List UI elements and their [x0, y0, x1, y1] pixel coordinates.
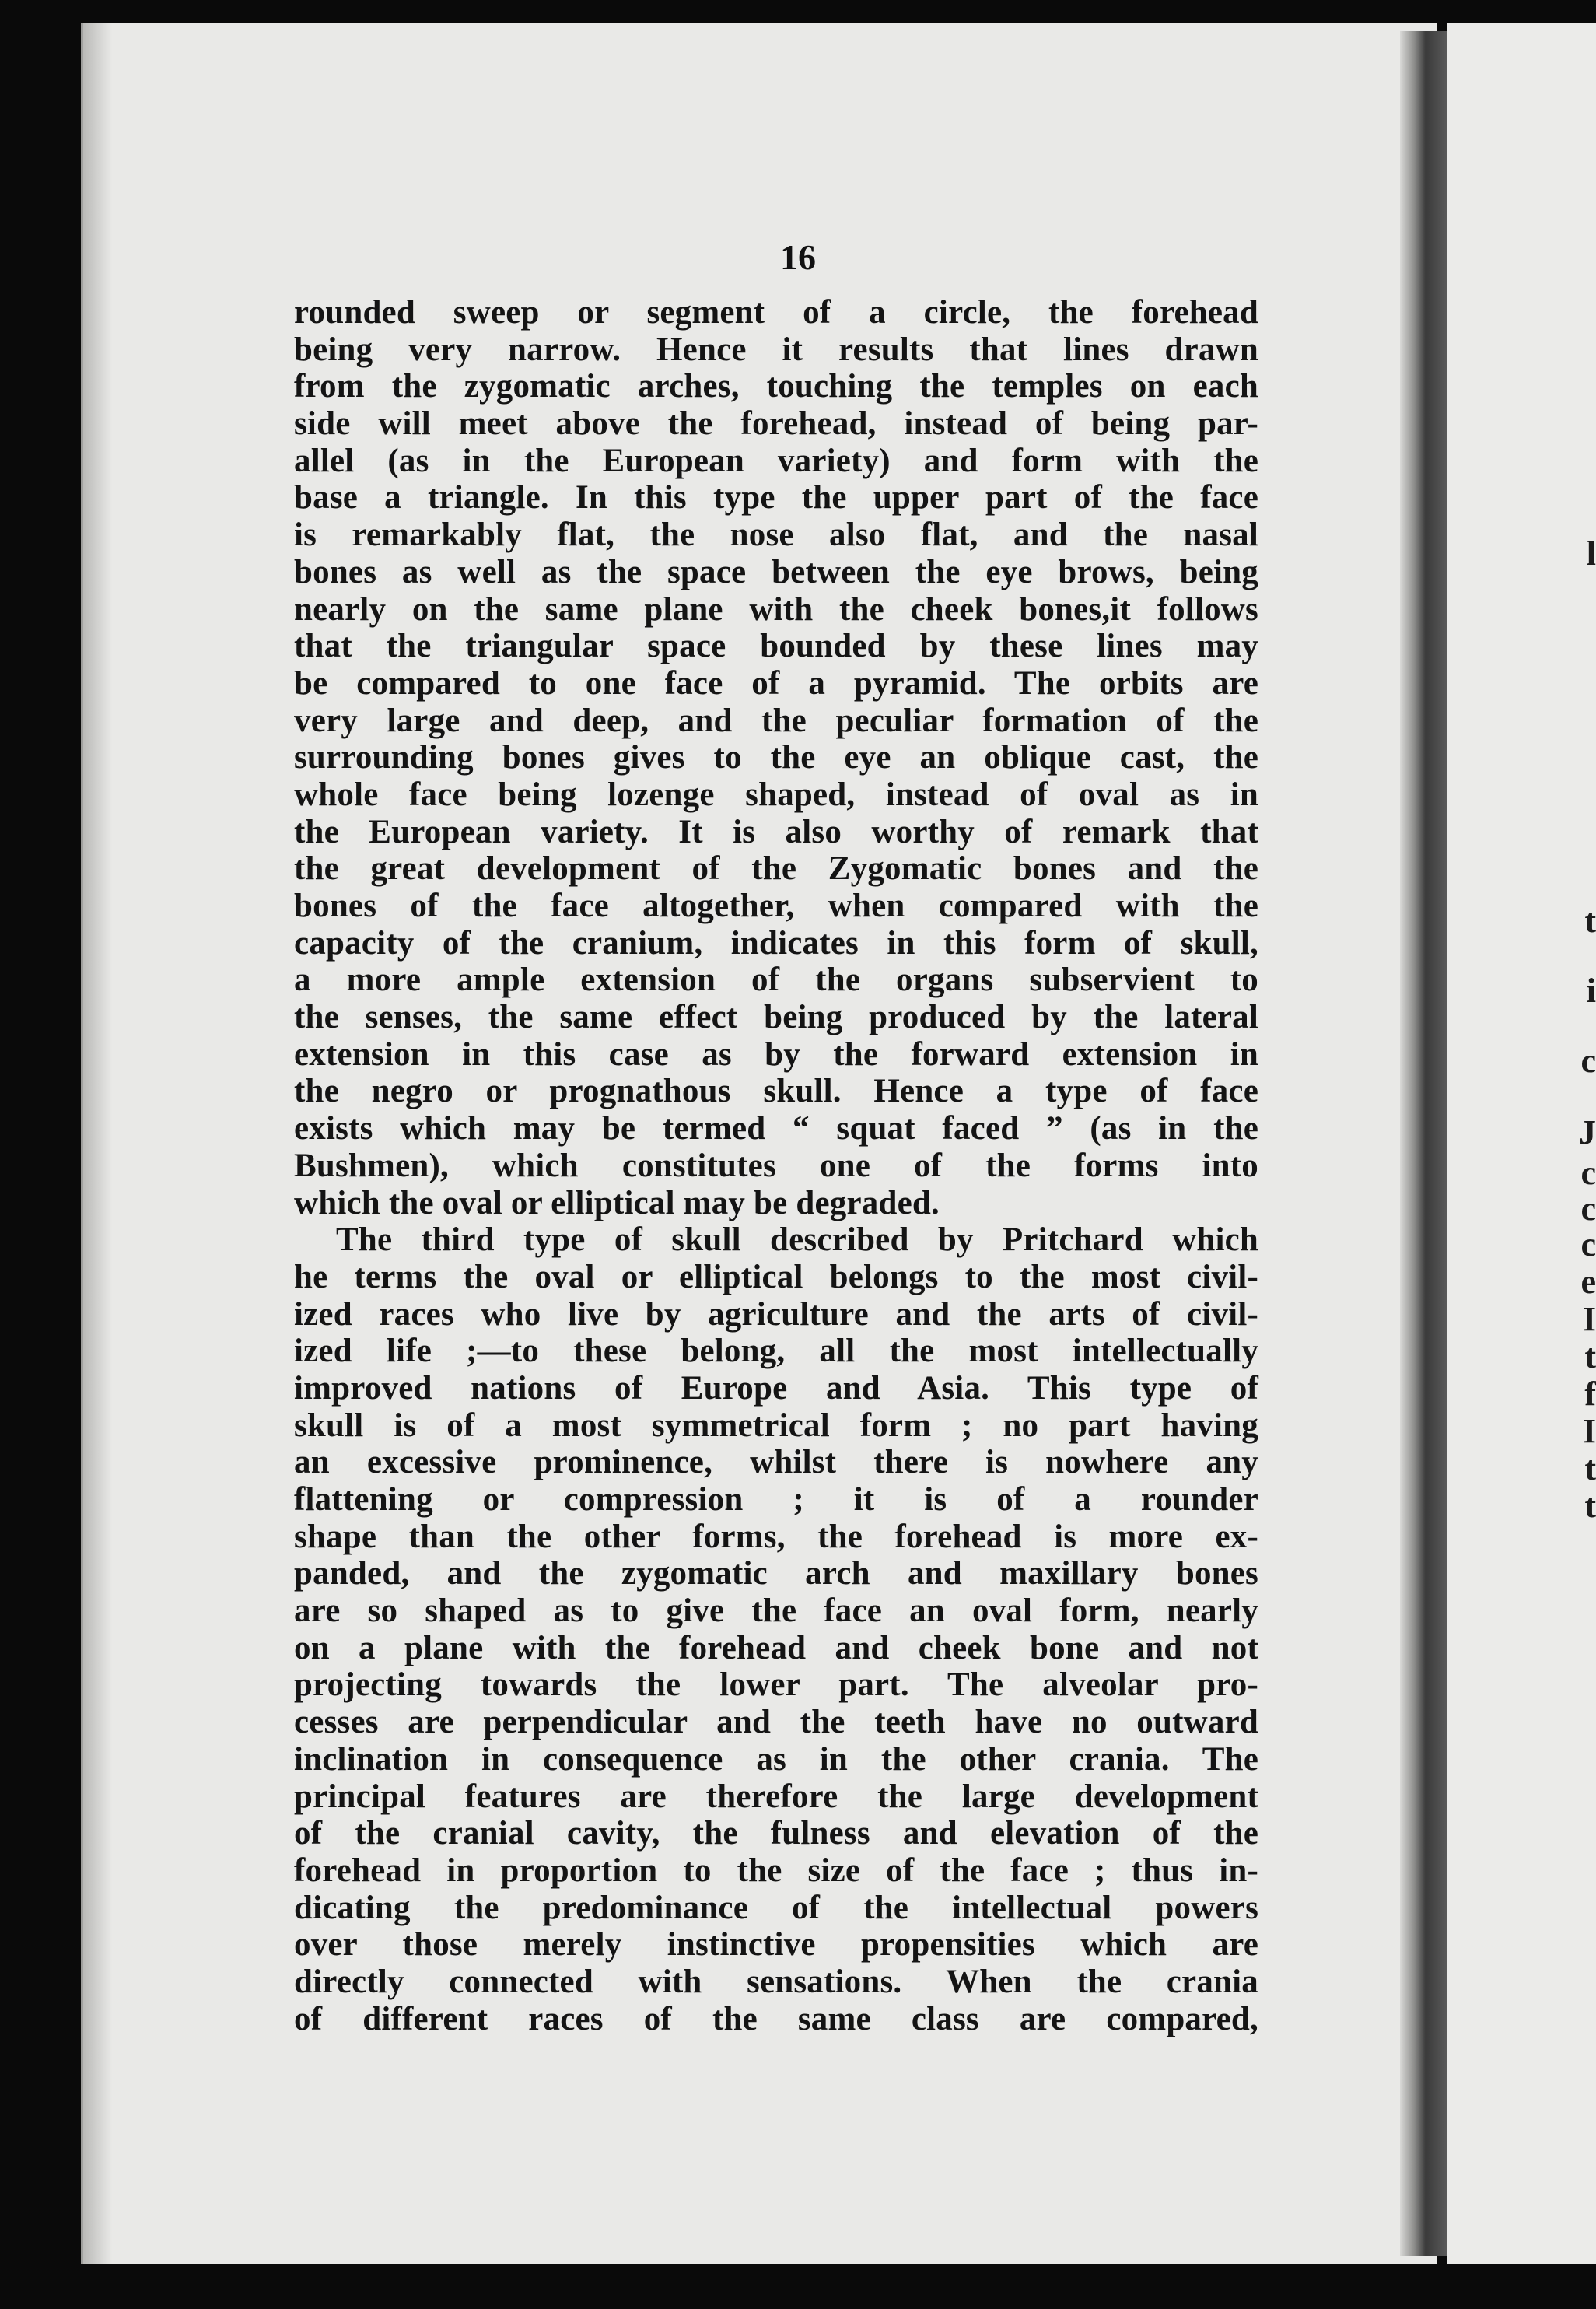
text-line: flattening or compression ; it is of a rounder: [294, 1481, 1258, 1518]
text-line: The third type of skull described by Pritchard which: [336, 1221, 1258, 1259]
page-number: 16: [780, 237, 816, 277]
text-line: be compared to one face of a pyramid. The orbits are: [294, 664, 1258, 702]
text-line: panded, and the zygomatic arch and maxillary bones: [294, 1555, 1258, 1592]
text-line: on a plane with the forehead and cheek bone and not: [294, 1629, 1258, 1666]
text-line: an excessive prominence, whilst there is nowhere any: [294, 1444, 1258, 1481]
text-line: the negro or prognathous skull. Hence a type of face: [294, 1073, 1258, 1110]
facing-letter: J: [1579, 1113, 1596, 1151]
text-line: cesses are perpendicular and the teeth have no outward: [294, 1704, 1258, 1741]
text-line: of different races of the same class are compared,: [294, 2000, 1258, 2037]
facing-letter: l: [1586, 534, 1596, 573]
facing-letter: I: [1582, 1300, 1596, 1338]
text-line: dicating the predominance of the intellectual powers: [294, 1889, 1258, 1926]
text-line: he terms the oval or elliptical belongs to the most civil-: [294, 1258, 1258, 1295]
facing-letter: t: [1584, 1449, 1596, 1487]
text-line: ized races who live by agriculture and the arts of civil-: [294, 1295, 1258, 1333]
text-line: very large and deep, and the peculiar formation of the: [294, 702, 1258, 739]
text-line: rounded sweep or segment of a circle, the forehead: [294, 294, 1258, 331]
text-line: capacity of the cranium, indicates in this form of skull,: [294, 924, 1258, 962]
page-edge-shadow: [81, 23, 112, 2264]
text-line: bones as well as the space between the eye brows, being: [294, 553, 1258, 590]
facing-letter: c: [1580, 1225, 1596, 1263]
text-line: surrounding bones gives to the eye an oblique cast, the: [294, 739, 1258, 776]
facing-letter: t: [1584, 1337, 1596, 1375]
facing-letter: c: [1580, 1154, 1596, 1192]
text-line: base a triangle. In this type the upper part of the face: [294, 479, 1258, 517]
text-line: skull is of a most symmetrical form ; no part having: [294, 1407, 1258, 1444]
text-line: Bushmen), which constitutes one of the forms into: [294, 1147, 1258, 1184]
facing-letter: c: [1580, 1190, 1596, 1228]
book-gutter: [1400, 31, 1447, 2256]
facing-letter: I: [1582, 1412, 1596, 1450]
text-line: directly connected with sensations. When the crania: [294, 1963, 1258, 2000]
text-line: which the oval or elliptical may be degraded.: [294, 1184, 940, 1221]
text-line: are so shaped as to give the face an oval form, nearly: [294, 1592, 1258, 1630]
text-line: nearly on the same plane with the cheek bones,it follows: [294, 590, 1258, 628]
facing-page-letters: [1570, 0, 1596, 2309]
text-line: over those merely instinctive propensities which are: [294, 1926, 1258, 1964]
text-line: allel (as in the European variety) and form with the: [294, 442, 1258, 479]
facing-letter: i: [1586, 972, 1596, 1010]
text-line: shape than the other forms, the forehead is more ex-: [294, 1518, 1258, 1555]
text-line: extension in this case as by the forward extension in: [294, 1035, 1258, 1073]
text-line: of the cranial cavity, the fulness and elevation of the: [294, 1815, 1258, 1852]
text-line: side will meet above the forehead, instead of being par-: [294, 405, 1258, 443]
text-line: the great development of the Zygomatic bones and the: [294, 850, 1258, 888]
text-line: improved nations of Europe and Asia. This type of: [294, 1369, 1258, 1407]
text-line: a more ample extension of the organs subservient to: [294, 962, 1258, 999]
text-line: from the zygomatic arches, touching the temples on each: [294, 368, 1258, 405]
facing-letter: t: [1584, 1487, 1596, 1525]
text-line: that the triangular space bounded by these lines may: [294, 628, 1258, 665]
body-text: [294, 294, 1258, 2037]
text-line: whole face being lozenge shaped, instead of oval as in: [294, 776, 1258, 813]
text-line: projecting towards the lower part. The alveolar pro-: [294, 1666, 1258, 1704]
facing-letter: c: [1580, 1042, 1596, 1080]
text-line: the senses, the same effect being produced by the lateral: [294, 999, 1258, 1036]
text-line: forehead in proportion to the size of the face ; thus in-: [294, 1852, 1258, 1889]
text-line: is remarkably flat, the nose also flat, and the nasal: [294, 517, 1258, 554]
facing-letter: f: [1584, 1375, 1596, 1413]
facing-letter: e: [1580, 1263, 1596, 1301]
text-line: ized life ;—to these belong, all the most intellectually: [294, 1333, 1258, 1370]
text-line: being very narrow. Hence it results that lines drawn: [294, 331, 1258, 368]
text-line: principal features are therefore the large development: [294, 1778, 1258, 1815]
facing-letter: t: [1584, 902, 1596, 940]
text-line: the European variety. It is also worthy of remark that: [294, 813, 1258, 850]
text-line: bones of the face altogether, when compared with the: [294, 888, 1258, 924]
text-line: exists which may be termed “ squat faced ” (as in the: [294, 1110, 1258, 1147]
text-line: inclination in consequence as in the other crania. The: [294, 1740, 1258, 1778]
